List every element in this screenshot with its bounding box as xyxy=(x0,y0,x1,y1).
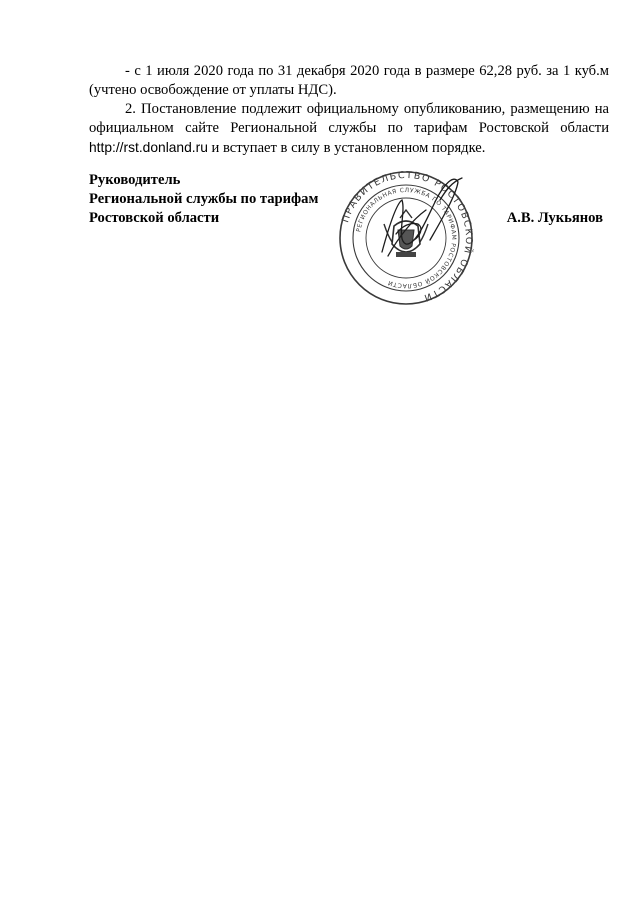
coat-of-arms-emblem xyxy=(384,210,428,257)
signatory-name: А.В. Лукьянов xyxy=(506,210,603,226)
document-body xyxy=(89,62,609,158)
seal-inner-text: РЕГИОНАЛЬНАЯ СЛУЖБА ПО ТАРИФАМ РОСТОВСКОЙ ОБЛАСТИ xyxy=(355,186,458,290)
paragraph-publication-start: 2. Постановление подлежит официальному опубликованию, размещению на официальном сайте Региональной службы по тарифам Ростовской области xyxy=(89,101,609,136)
paragraph-publication xyxy=(89,100,609,158)
signatory-position-line-2: Региональной службы по тарифам xyxy=(89,191,319,207)
seal-outer-text: ПРАВИТЕЛЬСТВО РОСТОВСКОЙ ОБЛАСТИ xyxy=(340,169,475,304)
signatory-position-line-1: Руководитель xyxy=(89,172,181,188)
paragraph-publication-end: и вступает в силу в установленном порядке. xyxy=(207,140,486,156)
paragraph-tariff-period xyxy=(89,62,609,100)
official-seal xyxy=(336,160,476,308)
website-url[interactable]: http://rst.donland.ru xyxy=(89,140,208,155)
paragraph-tariff-period-text: - с 1 июля 2020 года по 31 декабря 2020 года в размере 62,28 руб. за 1 куб.м (учтено освобождение от уплаты НДС). xyxy=(89,63,609,98)
signatory-position-line-3: Ростовской области xyxy=(89,210,220,226)
